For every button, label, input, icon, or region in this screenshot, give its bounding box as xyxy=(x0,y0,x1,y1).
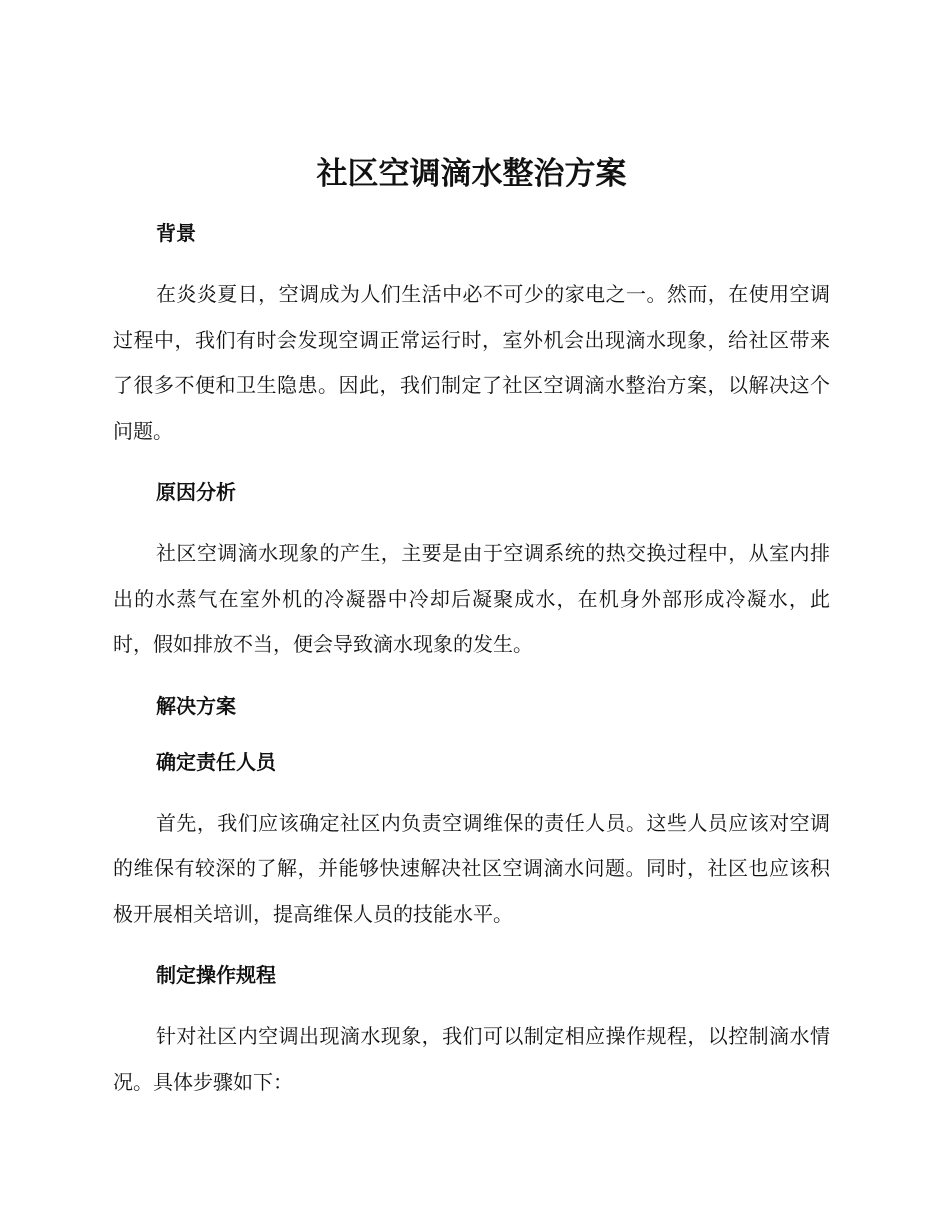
paragraph-operating-procedures: 针对社区内空调出现滴水现象，我们可以制定相应操作规程，以控制滴水情况。具体步骤如下： xyxy=(113,1024,830,1094)
paragraph-responsible-staff: 首先，我们应该确定社区内负责空调维保的责任人员。这些人员应该对空调的维保有较深的了解，并能够快速解决社区空调滴水问题。同时，社区也应该积极开展相关培训，提高维保人员的技能水平。 xyxy=(113,810,830,926)
paragraph-background: 在炎炎夏日，空调成为人们生活中必不可少的家电之一。然而，在使用空调过程中，我们有时会发现空调正常运行时，室外机会出现滴水现象，给社区带来了很多不便和卫生隐患。因此，我们制定了社区空调滴水整治方案，以解决这个问题。 xyxy=(113,282,830,443)
document-title: 社区空调滴水整治方案 xyxy=(316,156,627,192)
section-heading-solution: 解决方案 xyxy=(156,693,236,718)
paragraph-cause-analysis: 社区空调滴水现象的产生，主要是由于空调系统的热交换过程中，从室内排出的水蒸气在室外机的冷凝器中冷却后凝聚成水，在机身外部形成冷凝水，此时，假如排放不当，便会导致滴水现象的发生。 xyxy=(113,541,830,656)
section-heading-operating-procedures: 制定操作规程 xyxy=(156,963,276,987)
section-heading-cause-analysis: 原因分析 xyxy=(156,480,236,504)
section-heading-responsible-staff: 确定责任人员 xyxy=(156,749,276,774)
section-heading-background: 背景 xyxy=(156,221,196,245)
